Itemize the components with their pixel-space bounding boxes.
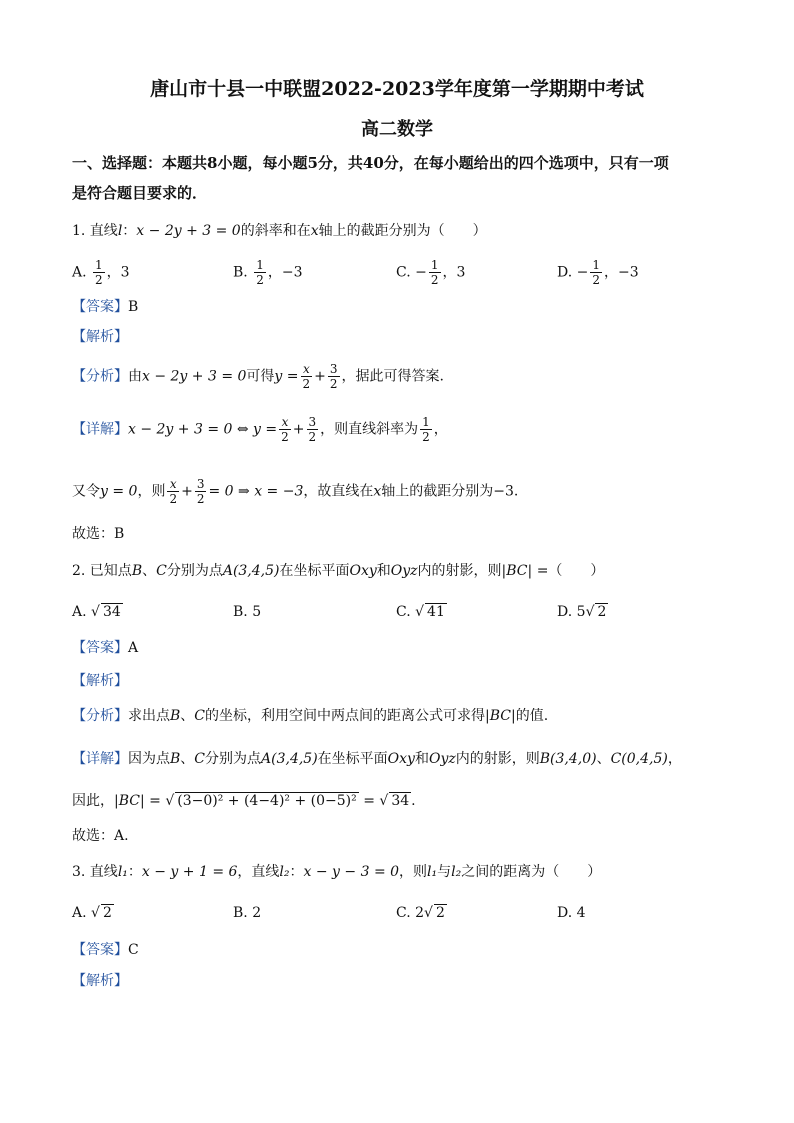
q2-option-a <box>72 602 123 622</box>
numerator: x <box>301 362 313 377</box>
q2-xiangjie <box>72 749 682 769</box>
exam-subtitle: 高二数学 <box>361 119 433 140</box>
section-heading-line1: 一、选择题：本题共8小题，每小题5分，共40分，在每小题给出的四个选项中，只有一项 <box>72 154 669 172</box>
point-c: C <box>156 563 167 579</box>
denominator: 2 <box>256 273 264 287</box>
numerator: 1 <box>95 258 103 272</box>
radicand: 34 <box>102 604 121 620</box>
equation: = 0 ⇒ x = −3 <box>208 483 304 500</box>
equation: x − 2y + 3 = 0 ⇔ y = <box>128 421 278 438</box>
numerator: 3 <box>308 415 317 429</box>
distance-bc: |BC| = <box>501 563 549 579</box>
sqrt-icon: √ <box>415 604 425 620</box>
radicand: (3−0)² + (4−4)² + (0−5)² <box>177 793 357 809</box>
text: 的坐标，利用空间中两点间的距离公式可求得 <box>205 708 486 724</box>
q2-xiangjie-line2 <box>72 791 416 811</box>
option-letter: A. <box>72 264 87 281</box>
answer-value: A <box>128 640 139 656</box>
option-letter: C. <box>396 604 411 620</box>
q1-choose: 故选：B <box>72 526 125 542</box>
denominator: 2 <box>196 492 205 506</box>
option-tail: ，3 <box>106 264 130 281</box>
fraction <box>167 477 179 506</box>
denominator: 2 <box>308 430 317 444</box>
text: 在坐标平面 <box>317 751 388 767</box>
fraction <box>254 258 266 287</box>
analysis-label: 【解析】 <box>72 673 128 689</box>
point-b: B <box>170 708 181 724</box>
distance-bc: |BC| <box>485 708 516 724</box>
sqrt-icon: √ <box>165 793 175 809</box>
sqrt-icon: √ <box>91 604 100 620</box>
q3-option-a <box>72 903 114 923</box>
q2-answer <box>72 638 138 658</box>
text: 3. 直线 <box>72 864 118 880</box>
axis: x <box>373 483 382 500</box>
option-letter: A. <box>72 604 87 620</box>
denominator: 2 <box>169 492 178 506</box>
plane-oxy: Oxy <box>387 751 415 767</box>
denominator: 2 <box>95 273 103 287</box>
text: 与 <box>437 864 452 880</box>
q1-stem-prefix: 1. 直线 <box>72 223 118 239</box>
text: 又令 <box>72 483 100 500</box>
equation-l1: x − y + 1 = 6 <box>141 864 238 880</box>
q1-xiangjie <box>72 415 448 444</box>
sqrt-icon: √ <box>424 905 433 921</box>
coefficient: 2 <box>415 905 425 921</box>
q2-choose: 故选：A. <box>72 828 129 844</box>
text: 2. 已知点 <box>72 563 132 579</box>
answer-value: C <box>128 942 139 958</box>
equation: y = <box>274 368 299 385</box>
text: ，据此可得答案. <box>341 368 444 385</box>
plane-oyz: Oyz <box>428 751 456 767</box>
q2-option-d <box>557 602 608 622</box>
sqrt-icon: √ <box>91 905 100 921</box>
fraction <box>420 415 432 444</box>
q3-analysis-label <box>72 971 128 991</box>
equation: y = 0 <box>100 483 138 500</box>
line-l1: l₁ <box>117 864 128 880</box>
answer-value: B <box>128 299 139 315</box>
numerator: x <box>167 477 179 492</box>
text: 、 <box>596 751 611 767</box>
q1-option-b <box>233 258 302 287</box>
answer-label: 【答案】 <box>72 942 128 958</box>
text: ，则 <box>137 483 166 500</box>
denominator: 2 <box>281 430 289 444</box>
q1-option-d <box>557 258 639 287</box>
q1-stem <box>72 221 487 241</box>
q1-fenxi <box>72 362 444 391</box>
point-b-coords: B(3,4,0) <box>539 751 597 767</box>
numerator: 1 <box>430 258 439 272</box>
q1-stem-mid: 的斜率和在 <box>240 223 311 239</box>
option-letter: C. <box>396 264 411 281</box>
q2-option-b <box>233 602 261 622</box>
text: 由 <box>128 368 142 385</box>
line-l1: l₁ <box>427 864 438 880</box>
q2-fenxi <box>72 706 548 726</box>
text: ： <box>127 864 142 880</box>
option-letter: D. <box>557 264 573 281</box>
plane-oxy: Oxy <box>349 563 377 579</box>
plus: + <box>314 368 326 385</box>
fraction <box>301 362 313 391</box>
text: 可得 <box>246 368 275 385</box>
point-c-coords: C(0,4,5) <box>610 751 668 767</box>
text: ， <box>433 421 448 438</box>
text: 分别为点 <box>166 563 223 579</box>
q3-option-c <box>396 903 447 923</box>
fraction <box>429 258 441 287</box>
numerator: 3 <box>329 362 338 376</box>
option-tail: ，−3 <box>604 264 639 281</box>
text: ，则直线斜率为 <box>320 421 419 438</box>
q1-equation: x − 2y + 3 = 0 <box>136 223 241 239</box>
text: 在坐标平面 <box>279 563 350 579</box>
q3-stem <box>72 862 601 882</box>
text: ， <box>667 751 682 767</box>
radicand: 2 <box>597 604 607 620</box>
radicand: 2 <box>102 905 112 921</box>
q1-axis: x <box>310 223 319 239</box>
text: ： <box>289 864 304 880</box>
section-heading-line2: 是符合题目要求的． <box>72 184 208 202</box>
text: 、 <box>180 751 195 767</box>
option-letter: C. <box>396 905 411 921</box>
text: ，故直线在 <box>303 483 374 500</box>
minus: − <box>415 264 427 281</box>
text: 、 <box>142 563 157 579</box>
radicand: 41 <box>427 604 445 620</box>
point-a: A(3,4,5) <box>222 563 280 579</box>
text: 因此， <box>72 793 114 809</box>
q1-analysis-label <box>72 327 128 347</box>
numerator: x <box>279 415 291 430</box>
q1-xiangjie-line2 <box>72 477 518 506</box>
point-a: A(3,4,5) <box>261 751 318 767</box>
q1-colon: ： <box>122 223 137 239</box>
q1-stem-end: 轴上的截距分别为（ ） <box>318 223 487 239</box>
coefficient: 5 <box>576 604 586 620</box>
fraction <box>279 415 291 444</box>
text: 和 <box>414 751 429 767</box>
text: （ ） <box>548 563 605 579</box>
denominator: 2 <box>422 430 430 444</box>
text: 的值. <box>515 708 549 724</box>
option-value: 5 <box>252 604 262 620</box>
denominator: 2 <box>329 377 338 391</box>
option-letter: B. <box>233 604 248 620</box>
xiangjie-label: 【详解】 <box>72 751 128 767</box>
q1-answer <box>72 297 138 317</box>
q2-analysis-label <box>72 671 128 691</box>
fraction <box>590 258 602 287</box>
sqrt-icon: √ <box>379 793 389 809</box>
option-tail: ，−3 <box>267 264 303 281</box>
fenxi-label: 【分析】 <box>72 708 128 724</box>
option-letter: B. <box>233 264 248 281</box>
radicand: 2 <box>435 905 445 921</box>
q3-option-b: B. 2 <box>233 905 262 921</box>
text: 和 <box>376 563 391 579</box>
numerator: 1 <box>592 258 601 272</box>
denominator: 2 <box>430 273 439 287</box>
sqrt-icon: √ <box>585 604 595 620</box>
fraction <box>307 415 319 444</box>
text: 求出点 <box>128 708 170 724</box>
answer-label: 【答案】 <box>72 299 128 315</box>
text: 之间的距离为（ ） <box>461 864 602 880</box>
numerator: 1 <box>256 258 264 272</box>
plane-oyz: Oyz <box>390 563 418 579</box>
fraction <box>93 258 105 287</box>
xiangjie-label: 【详解】 <box>72 421 128 438</box>
plus: + <box>292 421 305 438</box>
line-l2: l₂ <box>451 864 462 880</box>
text: ，直线 <box>237 864 280 880</box>
q2-stem <box>72 561 604 581</box>
point-b: B <box>170 751 181 767</box>
text: 轴上的截距分别为−3. <box>381 483 519 500</box>
answer-label: 【答案】 <box>72 640 128 656</box>
text: 、 <box>180 708 195 724</box>
q3-answer <box>72 940 139 960</box>
equation: x − 2y + 3 = 0 <box>142 368 247 385</box>
q3-option-d: D. 4 <box>557 905 586 921</box>
analysis-label: 【解析】 <box>72 329 128 345</box>
radicand: 34 <box>391 793 410 809</box>
fraction <box>328 362 340 391</box>
minus: − <box>576 264 589 281</box>
equation-l2: x − y − 3 = 0 <box>303 864 400 880</box>
point-c: C <box>194 708 206 724</box>
text: 内的射影，则 <box>455 751 540 767</box>
fraction <box>195 477 207 506</box>
numerator: 1 <box>422 415 430 429</box>
text: ，则 <box>399 864 428 880</box>
option-letter: A. <box>72 905 87 921</box>
plus: + <box>181 483 193 500</box>
line-l2: l₂ <box>279 864 290 880</box>
text: 分别为点 <box>205 751 262 767</box>
exam-title: 唐山市十县一中联盟2022-2023学年度第一学期期中考试 <box>150 78 644 100</box>
option-letter: D. <box>557 604 573 620</box>
q2-option-c <box>396 602 447 622</box>
text: . <box>411 793 416 809</box>
option-tail: ，3 <box>442 264 466 281</box>
point-c: C <box>194 751 206 767</box>
text: 内的射影，则 <box>417 563 502 579</box>
denominator: 2 <box>302 377 311 391</box>
denominator: 2 <box>592 273 601 287</box>
analysis-label: 【解析】 <box>72 973 128 989</box>
q1-line-name: l <box>117 223 123 239</box>
text: 因为点 <box>128 751 170 767</box>
distance-bc: |BC| = <box>114 793 161 809</box>
point-b: B <box>131 563 143 579</box>
equals: = <box>363 793 375 809</box>
q1-option-a <box>72 258 130 287</box>
q1-option-c <box>396 258 465 287</box>
fenxi-label: 【分析】 <box>72 368 128 385</box>
numerator: 3 <box>196 477 205 491</box>
